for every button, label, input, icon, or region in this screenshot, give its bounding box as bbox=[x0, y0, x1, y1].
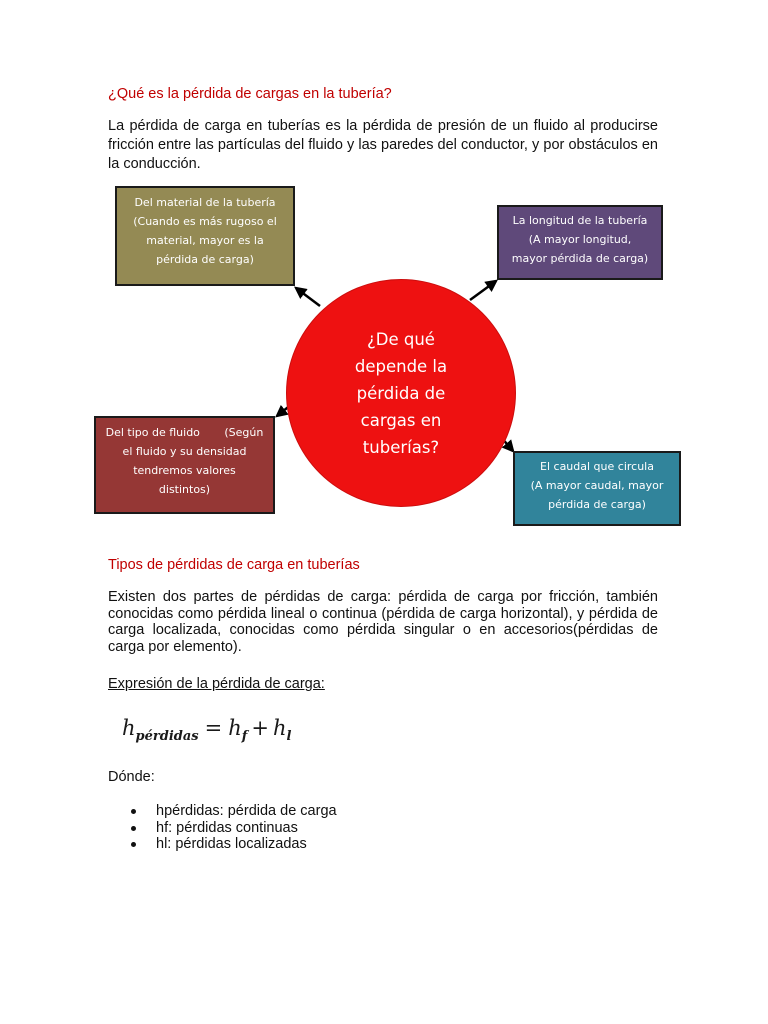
factor-box-fluido bbox=[94, 416, 275, 514]
formula-lhs-subscript: pérdidas bbox=[135, 729, 199, 744]
bullet-icon bbox=[131, 826, 136, 831]
factor-line: Del material de la tubería bbox=[134, 196, 276, 209]
list-item-text: hf: pérdidas continuas bbox=[156, 819, 298, 836]
section-title-tipos: Tipos de pérdidas de carga en tuberías bbox=[108, 557, 360, 573]
formula-plus: + bbox=[251, 716, 269, 740]
factor-line: mayor pérdida de carga) bbox=[511, 252, 649, 265]
expression-label: Expresión de la pérdida de carga: bbox=[108, 676, 325, 692]
list-item-text: hl: pérdidas localizadas bbox=[156, 836, 307, 852]
factor-line: La longitud de la tubería bbox=[512, 214, 648, 227]
factor-line: (A mayor longitud, bbox=[528, 233, 632, 246]
list-item bbox=[128, 836, 337, 853]
definitions-list bbox=[128, 803, 337, 853]
central-question-line: ¿De qué bbox=[367, 329, 435, 349]
donde-label: Dónde: bbox=[108, 769, 155, 785]
formula-term-1: h bbox=[228, 716, 242, 740]
bullet-icon bbox=[131, 809, 136, 814]
arrow-to-longitud bbox=[470, 281, 496, 300]
formula-lhs: h bbox=[122, 716, 136, 740]
list-item-text: hpérdidas: pérdida de carga bbox=[156, 803, 337, 819]
tipos-paragraph: Existen dos partes de pérdidas de carga: pérdida de carga por fricción, también conocidas como pérdida lineal o continua (pérdida de carga horizontal), y pérdida de carga localizada, conocidas como pérdida singular o en accesorios(pérdidas de carga por elemento). bbox=[108, 589, 658, 655]
factor-box-material bbox=[115, 186, 295, 286]
factor-line: tendremos valores bbox=[133, 464, 236, 477]
central-question-line: pérdida de bbox=[356, 383, 446, 403]
formula-term-1-subscript: f bbox=[241, 729, 248, 744]
factor-box-caudal bbox=[513, 451, 681, 526]
factor-line: el fluido y su densidad bbox=[122, 445, 247, 458]
definition-paragraph: La pérdida de carga en tuberías es la pérdida de presión de un fluido al producirse fricción entre las partículas del fluido y las paredes del conductor, y por obstáculos en la conducción. bbox=[108, 118, 658, 172]
formula-term-2: h bbox=[272, 716, 287, 740]
bullet-icon bbox=[131, 842, 136, 847]
factor-line: pérdida de carga) bbox=[156, 253, 254, 266]
central-question-line: tuberías? bbox=[362, 437, 440, 457]
central-question-line: depende la bbox=[354, 356, 448, 376]
factor-line: pérdida de carga) bbox=[548, 498, 646, 511]
central-question-line: cargas en bbox=[360, 410, 442, 430]
factor-line: El caudal que circula bbox=[540, 460, 654, 473]
section-title-perdida: ¿Qué es la pérdida de cargas en la tubería? bbox=[108, 86, 392, 102]
factor-line: Del tipo de fluido (Según bbox=[105, 426, 264, 439]
factor-box-longitud bbox=[497, 205, 663, 280]
arrow-to-material bbox=[296, 288, 320, 306]
formula-equals: = bbox=[204, 716, 223, 740]
factor-line: distintos) bbox=[158, 483, 211, 496]
formula-term-2-subscript: l bbox=[286, 729, 292, 744]
central-question-circle bbox=[286, 279, 516, 507]
factor-line: (Cuando es más rugoso el bbox=[133, 215, 277, 228]
list-item bbox=[128, 820, 337, 837]
list-item bbox=[128, 803, 337, 820]
factor-line: (A mayor caudal, mayor bbox=[530, 479, 664, 492]
head-loss-formula bbox=[122, 716, 291, 744]
factor-line: material, mayor es la bbox=[146, 234, 264, 247]
